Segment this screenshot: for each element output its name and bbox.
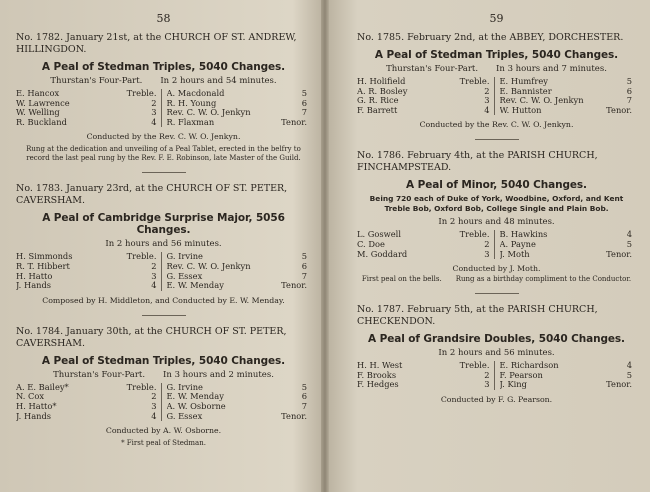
peal-title: A Peal of Grandsire Doubles, 5040 Changes. — [368, 333, 625, 346]
ringer-name: E. W. Menday — [166, 392, 224, 402]
ringer-name: E. Hancox — [16, 89, 60, 98]
peal-record — [16, 183, 311, 304]
page-number: 58 — [156, 12, 171, 25]
peal-place: FINCHAMPSTEAD. — [357, 162, 452, 174]
ringer-name: A. W. Osborne — [166, 401, 226, 411]
ringer-name: L. Goswell — [357, 230, 401, 240]
ringer-name: H. Hatto* — [16, 401, 57, 411]
ringer-bell: Tenor. — [281, 116, 307, 127]
ringers-right-column — [161, 252, 312, 290]
peal-note: * First peal of Stedman. — [121, 439, 206, 448]
ringer-name: E. W. Menday — [166, 281, 224, 291]
peal-heading: No. 1783. January 23rd, at the CHURCH OF ST. PETER, — [16, 183, 288, 195]
ringer-name: F. Brooks — [357, 370, 397, 380]
ringer-bell: 7 — [301, 107, 307, 118]
ringers-table — [16, 252, 311, 290]
peal-duration: In 3 hours and 2 minutes. — [163, 369, 274, 380]
ringer-name: J. Hands — [16, 411, 52, 421]
ringer-name: G. Irvine — [166, 382, 203, 392]
ringer-row — [500, 380, 637, 390]
ringer-name: R. T. Hibbert — [16, 261, 70, 271]
ringer-row — [16, 412, 161, 422]
ringer-name: H. Hatto — [16, 271, 53, 281]
peal-record — [16, 32, 311, 162]
peal-heading: No. 1782. January 21st, at the CHURCH OF ST. ANDREW, — [16, 32, 297, 43]
ringer-name: R. H. Young — [166, 98, 217, 108]
ringer-name: H. Simmonds — [16, 252, 73, 262]
ringer-row — [167, 99, 312, 109]
ringer-bell: Treble. — [126, 251, 157, 262]
ringers-right-column — [161, 383, 312, 421]
ringer-row — [357, 96, 494, 106]
ringers-table — [16, 89, 311, 127]
peal-note: Rung as a birthday compliment to the Conductor. — [455, 275, 632, 284]
ringer-row — [500, 250, 637, 260]
ringer-row — [167, 118, 312, 128]
peal-record — [357, 150, 636, 283]
ringer-name: A. R. Bosley — [357, 86, 408, 96]
ringer-row — [167, 392, 312, 402]
ringers-left-column — [357, 361, 494, 390]
peal-title: A Peal of Stedman Triples, 5040 Changes. — [374, 49, 619, 61]
ringer-name: W. Lawrence — [16, 98, 70, 108]
peal-conductor: Conducted by A. W. Osborne. — [105, 426, 222, 436]
ringer-bell: Tenor. — [606, 104, 632, 115]
ringer-bell: 5 — [626, 238, 632, 249]
ringer-row — [167, 412, 312, 422]
ringers-table — [357, 77, 636, 115]
ringer-name: E. Richardson — [499, 361, 559, 371]
ringer-row — [357, 106, 494, 116]
ringer-name: E. Humfrey — [499, 77, 548, 86]
peal-duration: In 2 hours and 48 minutes. — [438, 217, 555, 228]
peal-note: First peal on the bells. — [361, 275, 442, 284]
peal-conductor: Conducted by the Rev. C. W. O. Jenkyn. — [86, 132, 241, 142]
ringer-bell: 3 — [151, 107, 157, 118]
peal-place: HILLINGDON. — [16, 44, 87, 55]
ringer-row — [500, 230, 637, 240]
ringer-bell: 5 — [626, 369, 632, 380]
ringer-row — [357, 87, 494, 97]
ringer-name: Rev. C. W. O. Jenkyn — [499, 96, 584, 106]
ringer-name: G. Essex — [166, 411, 203, 421]
divider — [475, 293, 519, 294]
peal-notes — [357, 275, 636, 283]
ringer-row — [500, 361, 637, 371]
ringer-bell: 2 — [484, 238, 490, 249]
ringers-left-column — [16, 383, 161, 421]
ringer-row — [500, 106, 637, 116]
peal-place: CHECKENDON. — [357, 316, 436, 328]
ringer-row — [16, 281, 161, 291]
peal-duration: In 2 hours and 56 minutes. — [438, 348, 555, 359]
ringer-name: G. Irvine — [166, 252, 203, 262]
peal-heading: No. 1784. January 30th, at the CHURCH OF ST. PETER, — [16, 325, 287, 337]
ringer-bell: 2 — [151, 391, 157, 402]
ringer-row — [16, 99, 161, 109]
ringer-name: R. Flaxman — [166, 117, 215, 127]
ringer-row — [500, 87, 637, 97]
ringer-name: Rev. C. W. O. Jenkyn — [166, 261, 251, 271]
peal-conductor: Conducted by the Rev. C. W. O. Jenkyn. — [419, 120, 574, 130]
peal-record — [357, 32, 636, 129]
ringer-bell: Treble. — [459, 229, 490, 240]
ringer-row — [357, 240, 494, 250]
ringer-bell: 2 — [151, 260, 157, 271]
peal-heading: No. 1786. February 4th, at the PARISH CHURCH, — [357, 150, 598, 162]
ringer-bell: 7 — [301, 270, 307, 281]
ringers-table — [357, 230, 636, 259]
ringer-row — [500, 77, 637, 87]
ringer-bell: 2 — [484, 85, 490, 96]
peal-duration: In 2 hours and 56 minutes. — [105, 239, 222, 250]
peal-composition: Thurstan's Four-Part. — [386, 64, 479, 74]
peal-heading: No. 1787. February 5th, at the PARISH CHURCH, — [357, 304, 598, 316]
ringer-bell: 7 — [301, 400, 307, 411]
ringer-row — [167, 262, 312, 272]
peal-duration: In 3 hours and 7 minutes. — [496, 64, 607, 74]
ringer-bell: 4 — [151, 410, 157, 421]
ringer-row — [16, 383, 161, 393]
ringer-name: R. Buckland — [16, 117, 67, 127]
ringer-bell: 3 — [484, 248, 490, 259]
ringer-row — [16, 252, 161, 262]
peal-record — [16, 326, 311, 448]
ringers-left-column — [16, 252, 161, 290]
ringer-row — [357, 371, 494, 381]
ringer-bell: Tenor. — [281, 410, 307, 421]
ringer-bell: Treble. — [126, 381, 157, 392]
ringer-row — [16, 392, 161, 402]
ringer-name: F. Barrett — [357, 105, 398, 115]
ringer-name: W. Hutton — [499, 105, 542, 115]
ringer-row — [16, 89, 161, 99]
ringers-left-column — [357, 230, 494, 259]
ringer-row — [357, 230, 494, 240]
ringer-row — [167, 89, 312, 99]
ringer-bell: 5 — [301, 251, 307, 262]
ringer-bell: 6 — [301, 391, 307, 402]
ringers-left-column — [16, 89, 161, 127]
peal-conductor: Conducted by F. G. Pearson. — [440, 394, 553, 404]
ringer-name: A. Macdonald — [166, 89, 225, 98]
ringers-table — [357, 361, 636, 390]
peal-record — [357, 304, 636, 404]
ringer-name: E. Bannister — [499, 86, 552, 96]
ringer-name: J. Hands — [16, 281, 52, 291]
ringer-bell: Treble. — [126, 88, 157, 98]
ringer-bell: 6 — [301, 260, 307, 271]
ringer-bell: 6 — [301, 97, 307, 108]
ringer-bell: 4 — [151, 280, 157, 291]
peal-details — [16, 370, 311, 380]
ringer-name: H. H. West — [357, 361, 403, 371]
ringer-name: G. R. Rice — [357, 96, 399, 106]
ringer-bell: 5 — [626, 76, 632, 86]
ringer-name: Rev. C. W. O. Jenkyn — [166, 108, 251, 118]
ringer-row — [357, 380, 494, 390]
ringer-row — [16, 108, 161, 118]
ringer-name: F. Pearson — [499, 370, 543, 380]
ringer-name: G. Essex — [166, 271, 203, 281]
ringers-right-column — [494, 361, 637, 390]
ringer-name: F. Hedges — [357, 380, 399, 390]
ringer-bell: 4 — [484, 104, 490, 115]
ringer-bell: 2 — [484, 369, 490, 380]
ringer-row — [16, 402, 161, 412]
ringer-bell: 7 — [626, 95, 632, 106]
ringer-row — [357, 77, 494, 87]
peal-note: Rung at the dedication and unveiling of a Peal Tablet, erected in the belfry to record the last peal rung by the Rev. F. E. Robinson, late Master of the Guild. — [26, 145, 301, 162]
left-page — [0, 0, 323, 492]
ringer-name: C. Doe — [357, 239, 385, 249]
ringer-bell: 5 — [301, 381, 307, 392]
peal-place: CAVERSHAM. — [16, 195, 86, 207]
peal-place: CAVERSHAM. — [16, 337, 86, 349]
ringer-bell: 3 — [484, 379, 490, 390]
ringer-name: B. Hawkins — [499, 230, 548, 240]
peal-title: A Peal of Minor, 5040 Changes. — [406, 179, 587, 192]
ringer-bell: 3 — [151, 400, 157, 411]
ringer-row — [167, 281, 312, 291]
ringer-bell: 2 — [151, 97, 157, 108]
ringer-name: M. Goddard — [357, 249, 408, 259]
peal-conductor: Conducted by J. Moth. — [452, 264, 541, 274]
ringer-bell: Treble. — [459, 76, 490, 86]
divider — [475, 139, 519, 140]
divider — [142, 172, 186, 173]
ringer-row — [357, 250, 494, 260]
ringer-name: N. Cox — [16, 392, 45, 402]
ringer-bell: 3 — [484, 95, 490, 106]
ringer-row — [357, 361, 494, 371]
ringer-bell: Treble. — [459, 360, 490, 371]
peal-conductor: Composed by H. Middleton, and Conducted by E. W. Menday. — [42, 295, 285, 305]
peal-composition: Thurstan's Four-Part. — [53, 369, 146, 380]
ringer-name: A. E. Bailey* — [16, 382, 69, 392]
ringer-bell: Tenor. — [606, 379, 632, 390]
page-number: 59 — [489, 12, 504, 25]
ringer-bell: 5 — [301, 88, 307, 98]
ringer-name: J. Moth — [499, 249, 530, 259]
ringer-row — [16, 262, 161, 272]
ringer-bell: 4 — [151, 116, 157, 127]
ringer-bell: Tenor. — [606, 248, 632, 259]
ringer-name: A. Payne — [499, 239, 536, 249]
ringers-right-column — [161, 89, 312, 127]
ringer-name: H. Holifield — [357, 77, 406, 86]
ringer-row — [16, 272, 161, 282]
ringer-bell: 6 — [626, 85, 632, 96]
peal-details — [16, 76, 311, 86]
ringers-right-column — [494, 230, 637, 259]
divider — [142, 315, 186, 316]
peal-composition: Thurstan's Four-Part. — [50, 76, 143, 86]
ringer-bell: 3 — [151, 270, 157, 281]
ringer-bell: Tenor. — [281, 280, 307, 291]
ringer-bell: 4 — [626, 229, 632, 240]
ringer-row — [16, 118, 161, 128]
ringer-name: W. Welling — [16, 108, 60, 118]
ringers-left-column — [357, 77, 494, 115]
right-page — [327, 0, 650, 492]
peal-methods: Being 720 each of Duke of York, Woodbine, Oxford, and Kent Treble Bob, Oxford Bob, College Single and Plain Bob. — [369, 194, 624, 214]
ringer-row — [167, 383, 312, 393]
peal-duration: In 2 hours and 54 minutes. — [160, 76, 277, 86]
ringer-row — [167, 252, 312, 262]
peal-details — [357, 64, 636, 74]
ringer-bell: 4 — [626, 360, 632, 371]
ringers-table — [16, 383, 311, 421]
ringers-right-column — [494, 77, 637, 115]
ringer-name: J. King — [499, 380, 527, 390]
peal-title: A Peal of Stedman Triples, 5040 Changes. — [41, 61, 286, 73]
peal-title: A Peal of Stedman Triples, 5040 Changes. — [41, 354, 286, 367]
peal-heading: No. 1785. February 2nd, at the ABBEY, DORCHESTER. — [357, 32, 624, 43]
peal-title: A Peal of Cambridge Surprise Major, 5056 Changes. — [42, 212, 285, 237]
